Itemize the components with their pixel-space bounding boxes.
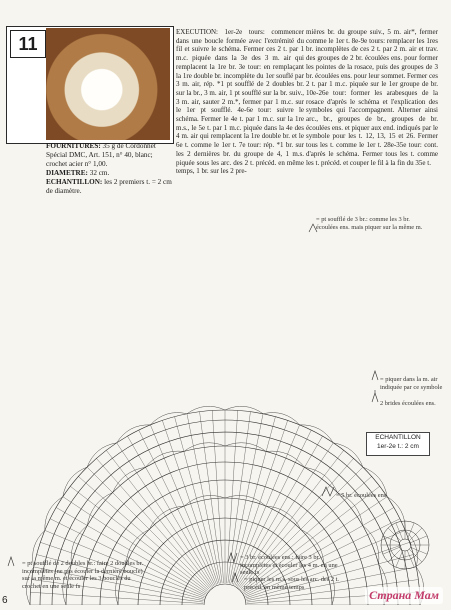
legend-puff-3br: = pt soufflé de 3 br.: comme les 3 br. écoulées ens. mais piquer sur la même m. <box>316 216 423 231</box>
swatch-text: 1er-2e t.: 2 cm <box>377 443 419 450</box>
diametre-text: 32 cm. <box>89 169 110 177</box>
brand-watermark: Страна Мам <box>365 587 443 604</box>
echantillon-label: ECHANTILLON: <box>46 178 103 186</box>
diametre-label: DIAMETRE: <box>46 169 88 177</box>
legend-3-br: = 3 br. écoulées ens.: faire 3 br. incomplètes et écouler les 4 m. en une seule fs <box>240 554 338 577</box>
instructions-column-2: mières br. du groupe suiv., 5 m. air*, fermer comme le 1er t. 8e-9e tours: remplacer les 1res br. incomplètes de ces 2 t. par 2 m. air et trav. des groupes de 2 br. écoulées ens. pour former les pointes de la rosace, puis des groupes de 3 br. écoulées ens. pour leur sommet. Fermer ces 2 t. par 1 m.c. piquée sur le 1er groupe de br. 10e-26e tour: former les arabesques de la rosace d'après le schéma et l'explication des symboles qui l'accompagnent. Alterner ainsi arc., br., groupes de br., groupes de br. écoulées ens. et piquer aux end. indiqués par le symbole pour les t. 12, 13, 15 et 26. Fermer tous les t. comme le 1er t. 28e-35e tour: cont. d'après le schéma. Fermer tous les t. comme les t. précéd. et couper le fil à la fin du 35e t. <box>306 28 438 167</box>
legend-piquer: = piquer dans la m. air indiquée par ce symbole <box>380 376 443 391</box>
swatch-box <box>366 432 430 456</box>
instructions-column-1: EXECUTION: 1er-2e tours: commencer dans une boucle formée avec l'extrémité du fil et suivre le schéma. Fermer ces 2 t. par 1 m.c. piquée dans la 3e des 3 m. air qui remplacent la 1re br. 3e tour: en remplaçant la 1re double br. incomplète du 1er souflé par 3 m. air, rép. *1 pt soufflé de 2 doubles br. sur la br., 3 m. air, 1 pt soufflé sur la br. suiv., 3 m. air, sauter 2 m.*, fermer par 1 m.c. sur le 1er pt soufflé. 4e-6e tour: suivre le schéma. Fermer le 4e t. par 1 m.c. sur la 1re m.s., le 5e t. par 1 m.c. piquée dans la 4e des 4 m. air qui remplacent la 1re double br. et le 6e t. comme le 1er t. 7e tour: rép. *1 br. sur les 2 dernières br. du groupe de 4, 1 m.s. piquée sous les arc. des 2 t. précéd. en même temps, 1 br. sur les 2 pre- <box>176 28 304 176</box>
legend-puff-2-double: = pt soufflé de 2 doubles br.: faire 2 doubles br. incomplètes (ne pas écouler la dernière boucle) sur la même m. et écouler les 3 boucles du crochet en une seule fs <box>22 560 143 590</box>
page-number: 6 <box>2 595 8 606</box>
fournitures-text: 35 g de Cordonnet Spécial DMC, Art. 151, n° 40, blanc; crochet acier n° 1,00. <box>46 142 156 168</box>
doily-photo <box>46 28 170 140</box>
fournitures-label: FOURNITURES: <box>46 142 101 150</box>
legend-5-br: = 5 br. écoulées ens. <box>336 492 388 499</box>
legend-2-brides: 2 brides écoulées ens. <box>380 400 436 407</box>
pattern-number: 11 <box>10 30 46 58</box>
swatch-title: ECHANTILLON <box>375 434 421 441</box>
materials-block <box>46 142 172 196</box>
legend-piquer-ms: = piquer les m.s. sous les arc. des 2 t. précéd. en même temps <box>244 576 340 591</box>
echantillon-text: les 2 premiers t. = 2 cm de diamètre. <box>46 178 172 195</box>
